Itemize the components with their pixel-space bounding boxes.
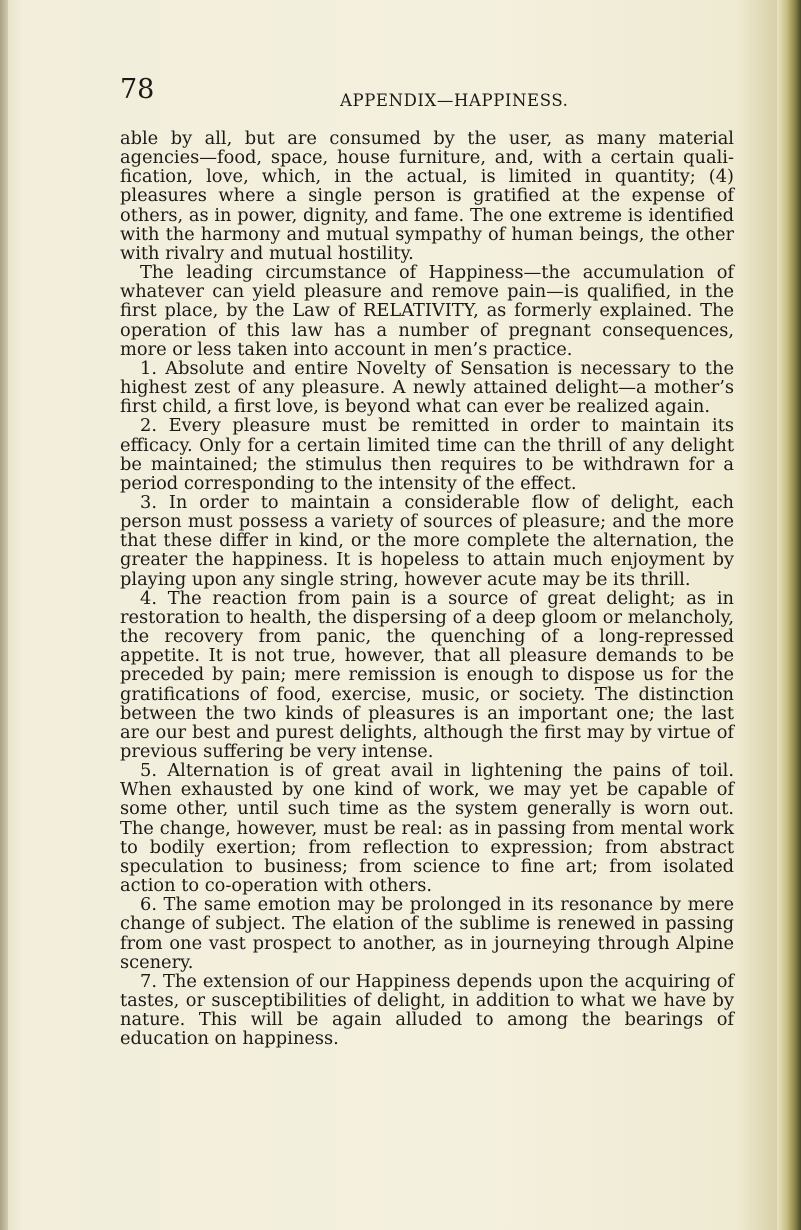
paragraph-3: 1. Absolute and entire Novelty of Sensation is necessary to the highest zest of any pleasure. A newly attained delight—a mother’s first child, a first love, is beyond what can ever be realized again. [120,357,734,418]
paragraph-9: 7. The extension of our Happiness depends upon the acquiring of tastes, or susceptibilities of delight, in addition to what we have by nature. This will be again alluded to among the bearings of education on happiness. [120,970,734,1050]
paragraph-5: 3. In order to maintain a considerable flow of delight, each person must possess a variety of sources of pleasure; and the more that these differ in kind, or the more complete the alternation, the greater the happiness. It is hopeless to attain much enjoyment by playing upon any single string, however acute may be its thrill. [120,491,734,590]
body-text [120,129,734,1049]
page-gutter-edge [0,0,8,1230]
paragraph-2: The leading circumstance of Happiness—the accumulation of whatever can yield pleasure and remove pain—is qualified, in the first place, by the Law of RELATIVITY, as formerly explained. The operation of this law has a number of pregnant consequences, more or less taken into account in men’s practice. [120,262,734,360]
running-head: APPENDIX—HAPPINESS. [340,91,569,110]
paragraph-1: able by all, but are consumed by the user, as many material agencies—food, space, house furniture, and, with a certain qualification, love, which, in the actual, is limited in quantity; (4) pleasures where a single person is gratified at the expense of others, as in power, dignity, and fame. The one extreme is identified with the harmony and mutual sympathy of human beings, the other with rivalry and mutual hostility. [120,128,734,264]
page-fore-edge [777,0,801,1230]
page-number: 78 [120,74,155,105]
paragraph-4: 2. Every pleasure must be remitted in order to maintain its efficacy. Only for a certain limited time can the thrill of any delight be maintained; the stimulus then requires to be withdrawn for a period corresponding to the intensity of the effect. [120,415,734,494]
paragraph-8: 6. The same emotion may be prolonged in its resonance by mere change of subject. The elation of the sublime is renewed in passing from one vast prospect to another, as in journeying through Alpine scenery. [120,894,734,973]
paragraph-7: 5. Alternation is of great avail in lightening the pains of toil. When exhausted by one kind of work, we may yet be capable of some other, until such time as the system generally is worn out. The change, however, must be real: as in passing from mental work to bodily exertion; from reflection to expression; from abstract speculation to business; from science to fine art; from isolated action to co-operation with others. [120,760,734,897]
paragraph-6: 4. The reaction from pain is a source of great delight; as in restoration to health, the dispersing of a deep gloom or melancholy, the recovery from panic, the quenching of a long-repressed appetite. It is not true, however, that all pleasure demands to be preceded by pain; mere remission is enough to dispose us for the gratifications of food, exercise, music, or society. The distinction between the two kinds of pleasures is an important one; the last are our best and purest delights, although the first may by virtue of previous suffering be very intense. [120,587,734,762]
